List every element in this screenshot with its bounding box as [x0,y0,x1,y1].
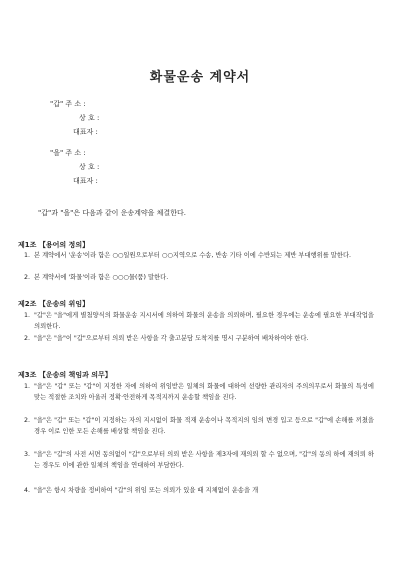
article-2-item-2 [24,334,374,345]
article-2-item-1 [24,311,374,332]
item-number: 2. [24,274,31,281]
article-3-item-4 [24,486,374,497]
item-number: 3. [24,451,31,458]
item-text: 본 계약서에 '화물'이라 함은 ○○○물(품) 말한다. [34,274,169,281]
item-text: "을"은 "갑" 또는 "갑"이 지정하는 자의 지시없이 화물 적재 운송이나 목적지의 임의 변경 입고 등으로 "갑"에 손해를 끼쳤을 경우 이로 인한 모든 손해를 배상할 책임을 진다. [34,417,374,435]
item-text: "을"은 "갑" 또는 "갑"이 지정한 자에 의하여 위임받은 일체의 화물에 대하여 선량한 관리자의 주의의무로서 화물의 특성에 맞는 적절한 조치와 아울러 정확·안전하게 목적지까지 운송할 책임을 진다. [34,383,374,401]
party-b-company-label: 상 호 : [79,163,100,171]
item-text: 본 계약에서 '운송'이라 함은 ○○일원으로부터 ○○지역으로 수송, 반송 기타 이에 수반되는 제반 부대행위를 말한다. [34,252,352,259]
item-text: "갑"은 "을"에게 별첨양식의 화물운송 지시서에 의하여 화물의 운송을 의뢰하며, 필요한 경우에는 운송에 필요한 부대작업을 의뢰한다. [34,312,374,330]
item-number: 1. [24,312,31,319]
article-1-item-1 [24,251,374,262]
item-text: "을"은 "갑"의 사전 서면 동의없이 "갑"으로부터 의뢰 받은 사항을 제3자에 재의뢰 할 수 없으며, "갑"의 동의 하에 재의뢰 하는 경우도 이에 관한 일체의 책임을 연대하여 부담한다. [34,451,374,469]
article-3-heading: 제3조 【운송의 책임과 의무】 [18,371,112,379]
item-number: 2. [24,335,31,342]
item-number: 1. [24,252,31,259]
party-a-company-label: 상 호 : [79,114,100,122]
article-1-item-2 [24,273,374,284]
document-title: 화물운송 계약서 [149,70,251,85]
party-b-representative-label: 대표자 : [73,177,98,185]
item-text: "을"은 항시 차량을 정비하여 "갑"의 위임 또는 의뢰가 있을 때 지체없이 운송을 개 [34,487,259,494]
article-3-item-2 [24,416,374,437]
item-text: "을"은 "을"이 "갑"으로부터 의뢰 받은 사항을 각 출고분담 도착지를 명시 구분하여 배차하여야 한다. [34,335,309,342]
article-1-heading: 제1조 【용어의 정의】 [18,241,90,249]
article-2-heading: 제2조 【운송의 위임】 [18,300,90,308]
item-number: 1. [24,383,31,390]
party-b-address-label: "을" 주 소 : [50,149,86,157]
item-number: 4. [24,487,31,494]
item-number: 2. [24,417,31,424]
article-3-item-1 [24,382,374,403]
article-3-item-3 [24,450,374,471]
party-a-representative-label: 대표자 : [73,128,98,136]
contract-intro: "갑"과 "을"은 다음과 같이 운송계약을 체결한다. [38,209,186,217]
party-a-address-label: "갑" 주 소 : [50,100,86,108]
